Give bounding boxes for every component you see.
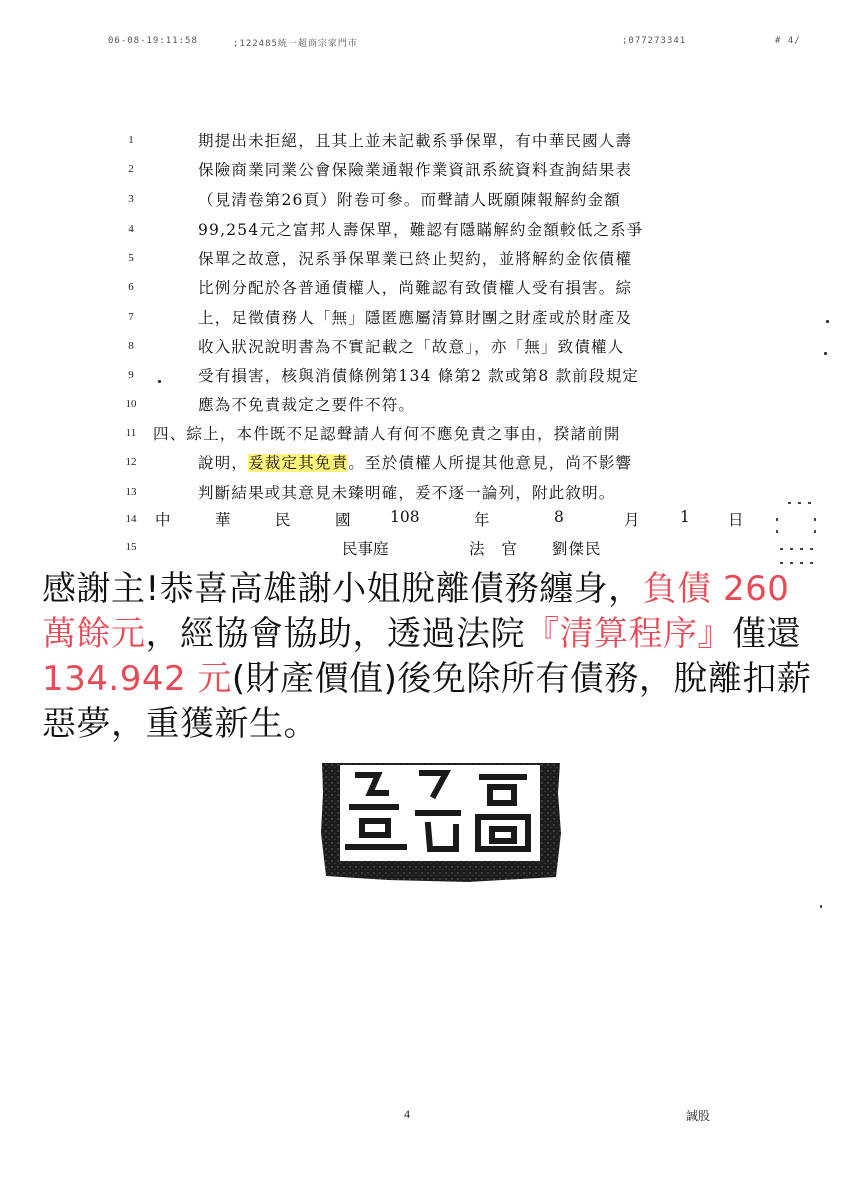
testimonial-overlay <box>36 563 824 763</box>
body-line: 比例分配於各普通債權人，尚難認有致債權人受有損害。綜 <box>198 279 633 297</box>
line-number: 1 <box>128 134 134 146</box>
body-line: 上，足徵債務人「無」隱匿應屬清算財團之財產或於財產及 <box>198 309 633 327</box>
date-char: 中 <box>155 511 171 529</box>
line-number: 3 <box>128 193 134 205</box>
body-line: 應為不免責裁定之要件不符。 <box>198 396 416 414</box>
item-four-line-with-highlight <box>198 451 632 473</box>
date-char: 民 <box>275 511 291 529</box>
line-number: 11 <box>125 427 137 439</box>
court-seal-stamp <box>318 763 564 883</box>
date-day: 1 <box>680 508 690 526</box>
fax-sender: ;122485統一超商宗家門市 <box>233 39 358 49</box>
judge-title: 法 官 <box>469 540 523 558</box>
testimonial-text <box>42 567 814 747</box>
text-segment: 。至於債權人所提其他意見，尚不影響 <box>348 454 633 472</box>
line-number: 12 <box>125 456 137 468</box>
body-line: 期提出未拒絕，且其上並未記載系爭保單，有中華民國人壽 <box>198 132 633 150</box>
scan-speck <box>826 320 829 323</box>
body-line: 保單之故意，況系爭保單業已終止契約，並將解約金依債權 <box>198 250 633 268</box>
date-year: 108 <box>390 508 420 526</box>
fax-header <box>0 36 848 50</box>
fax-margin-marks <box>774 500 820 570</box>
text-segment: 說明， <box>198 454 249 472</box>
body-line: 99,254元之富邦人壽保單，難認有隱瞞解約金額較低之系爭 <box>198 221 644 239</box>
line-number: 9 <box>128 369 134 381</box>
line-number: 10 <box>125 398 137 410</box>
item-four-line: 四、綜上，本件既不足認聲請人有何不應免責之事由，揆諸前開 <box>153 425 621 443</box>
date-month: 8 <box>554 508 564 526</box>
testimonial-segment: 僅還 <box>732 614 801 654</box>
judge-name: 劉傑民 <box>552 540 602 558</box>
date-char: 月 <box>624 511 640 529</box>
line-number: 5 <box>128 252 134 264</box>
line-number: 6 <box>128 281 134 293</box>
body-line: （見清卷第26頁）附卷可參。而聲請人既願陳報解約金額 <box>198 191 621 209</box>
debt-amount: 負債 260 萬餘元 <box>42 569 790 654</box>
liquidation-procedure: 『清算程序』 <box>525 614 732 654</box>
line-number: 15 <box>125 541 137 553</box>
line-number: 7 <box>128 311 134 323</box>
date-char: 華 <box>215 511 231 529</box>
repaid-amount: 134.942 元 <box>42 659 232 699</box>
body-line: 受有損害，核與消債條例第134 條第2 款或第8 款前段規定 <box>198 367 640 385</box>
item-four-line: 判斷結果或其意見未臻明確，爰不逐一論列，附此敘明。 <box>198 484 616 502</box>
testimonial-segment: 感謝主!恭喜高雄謝小姐脫離債務纏身， <box>42 569 643 609</box>
testimonial-segment: (財產價值)後免除所有債務，脫離扣薪惡夢，重獲新生。 <box>42 659 812 744</box>
date-char: 國 <box>335 511 351 529</box>
scan-speck <box>158 380 161 383</box>
body-line: 保險商業同業公會保險業通報作業資訊系統資料查詢結果表 <box>198 161 633 179</box>
body-line: 收入狀況說明書為不實記載之「故意」，亦「無」致債權人 <box>198 338 625 356</box>
line-number: 14 <box>125 513 137 525</box>
scan-speck <box>824 352 827 355</box>
testimonial-segment: ，經協會協助，透過法院 <box>145 614 525 654</box>
date-char: 年 <box>474 511 490 529</box>
line-number: 13 <box>125 486 137 498</box>
scan-speck <box>820 905 822 908</box>
court-division-footer: 誠股 <box>686 1109 711 1123</box>
fax-timestamp: 06-08-19:11:58 <box>108 36 198 46</box>
line-number: 2 <box>128 163 134 175</box>
line-number: 4 <box>128 223 134 235</box>
fax-page-marker: # 4/ <box>775 36 801 46</box>
page-number: 4 <box>404 1107 410 1121</box>
date-char: 日 <box>728 511 744 529</box>
highlighted-ruling: 爰裁定其免責 <box>248 454 349 472</box>
line-number: 8 <box>128 340 134 352</box>
fax-phone: ;077273341 <box>622 36 687 46</box>
court-division: 民事庭 <box>342 540 389 558</box>
